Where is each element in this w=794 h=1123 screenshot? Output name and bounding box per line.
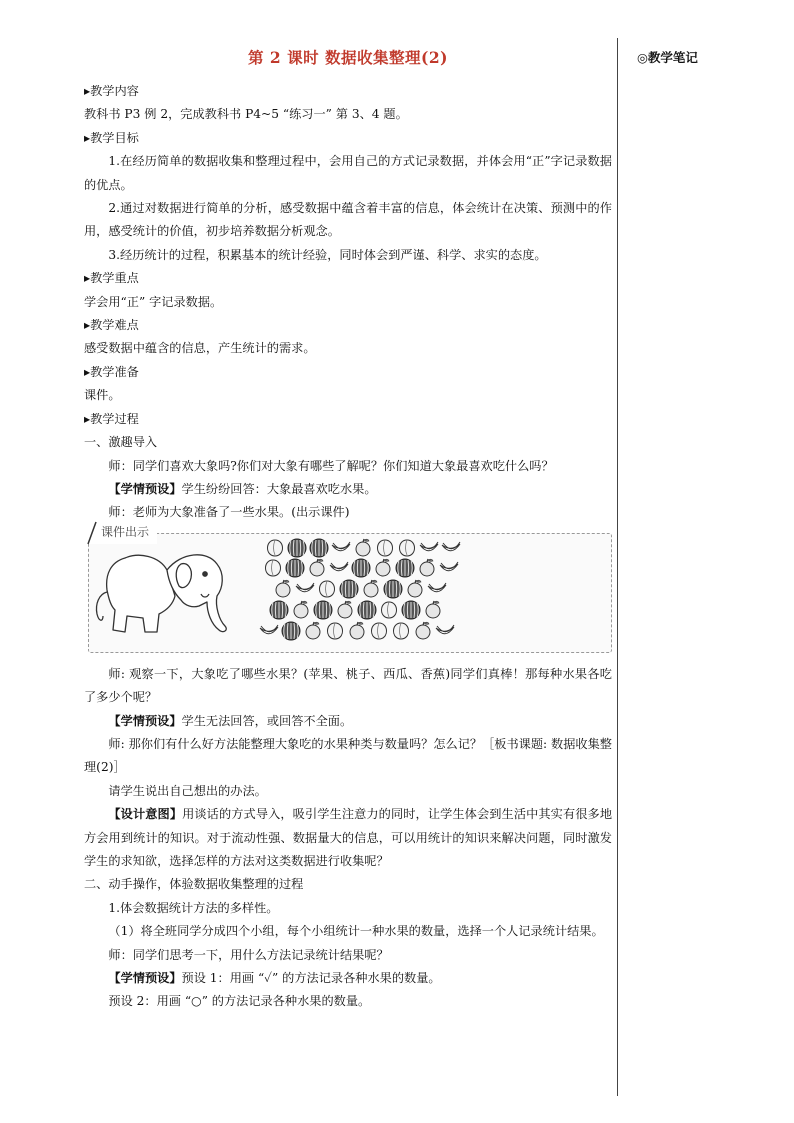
- preset-text: 学生无法回答，或回答不全面。: [181, 713, 353, 728]
- preset-tag: 【学情预设】: [108, 971, 182, 985]
- preset-tag: 【学情预设】: [108, 481, 182, 496]
- apple-icon: [356, 539, 370, 556]
- part-2-heading: 二、动手操作，体验数据收集整理的过程: [84, 877, 304, 892]
- student-preset-3: [84, 967, 612, 990]
- apple-icon: [376, 559, 390, 576]
- page-divider-line: [617, 38, 618, 1096]
- banana-icon: [442, 542, 460, 551]
- banana-icon: [260, 625, 278, 634]
- apple-icon: [350, 622, 364, 639]
- watermelon-icon: [358, 601, 376, 619]
- banana-icon: [332, 542, 350, 551]
- design-tag: 【设计意图】: [108, 807, 183, 822]
- teacher-line-6: 师：同学们思考一下，用什么方法记录统计结果呢？: [108, 947, 389, 962]
- peach-icon: [378, 540, 393, 556]
- content-text: 教科书 P3 例 2，完成教科书 P4~5 “练习一” 第 3、4 题。: [84, 107, 408, 122]
- peach-icon: [400, 540, 415, 556]
- teaching-notes-heading: ◎教学笔记: [637, 50, 698, 65]
- apple-icon: [416, 622, 430, 639]
- teacher-line-5: 请学生说出自己想出的办法。: [108, 783, 267, 798]
- teacher-line-1: 师：同学们喜欢大象吗?你们对大象有哪些了解呢？你们知道大象最喜欢吃什么吗？: [108, 458, 554, 473]
- banana-icon: [440, 562, 458, 571]
- peach-icon: [394, 623, 409, 639]
- banana-icon: [330, 562, 348, 571]
- goal-3: 3.经历统计的过程，积累基本的统计经验，同时体会到严谨、科学、求实的态度。: [108, 247, 547, 262]
- watermelon-icon: [352, 559, 370, 577]
- page-title: 第 2 课时 数据收集整理(2): [248, 48, 448, 67]
- peach-icon: [372, 623, 387, 639]
- apple-icon: [420, 559, 434, 576]
- teacher-line-3: 师: 观察一下，大象吃了哪些水果？(苹果、桃子、西瓜、香蕉)同学们真棒！那每种水果各吃了多少个呢？: [84, 666, 612, 705]
- watermelon-icon: [270, 601, 288, 619]
- teacher-line-2: 师：老师为大象准备了一些水果。(出示课件): [108, 505, 350, 520]
- key-points-text: 学会用“正” 字记录数据。: [84, 294, 223, 309]
- banana-icon: [296, 583, 314, 592]
- watermelon-icon: [340, 580, 358, 598]
- elephant-icon: [96, 555, 226, 632]
- section-heading-difficulties: ▸教学难点: [84, 318, 139, 333]
- section-heading-process: ▸教学过程: [84, 411, 139, 426]
- apple-icon: [294, 601, 308, 618]
- student-preset-2: [84, 710, 612, 733]
- apple-icon: [338, 601, 352, 618]
- banana-icon: [428, 583, 446, 592]
- watermelon-icon: [286, 559, 304, 577]
- watermelon-icon: [282, 622, 300, 640]
- part-1-heading: 一、激趣导入: [84, 435, 158, 450]
- section-heading-content: ▸教学内容: [84, 84, 139, 98]
- peach-icon: [328, 623, 343, 639]
- fruit-group: [260, 539, 460, 640]
- teacher-line-4: 师: 那你们有什么好方法能整理大象吃的水果种类与数量吗？怎么记？［板书课题: 数据收集整理(2)］: [84, 736, 612, 775]
- student-preset-1: [84, 478, 612, 501]
- apple-icon: [276, 580, 290, 597]
- peach-icon: [266, 560, 281, 576]
- difficulties-text: 感受数据中蕴含的信息，产生统计的需求。: [84, 341, 316, 356]
- lesson-plan-body: [84, 46, 612, 1014]
- courseware-box: [88, 524, 612, 653]
- watermelon-icon: [314, 601, 332, 619]
- apple-icon: [408, 580, 422, 597]
- watermelon-icon: [384, 580, 402, 598]
- watermelon-icon: [310, 539, 328, 557]
- peach-icon: [382, 602, 397, 618]
- step-1: 1.体会数据统计方法的多样性。: [108, 900, 279, 915]
- section-heading-goals: ▸教学目标: [84, 130, 139, 145]
- goal-1: 1.在经历简单的数据收集和整理过程中，会用自己的方式记录数据，并体会用“正”字记录数据的优点。: [84, 154, 612, 192]
- banana-icon: [436, 625, 454, 634]
- peach-icon: [320, 581, 335, 597]
- section-heading-key-points: ▸教学重点: [84, 271, 139, 286]
- design-text: 用谈话的方式导入，吸引学生注意力的同时，让学生体会到生活中其实有很多地方会用到统计的知识。对于流动性强、数据量大的信息，可以用统计的知识来解决问题，同时激发学生的求知欲，选择怎样的方法对这类数据进行收集呢？: [84, 807, 613, 868]
- step-1a: （1）将全班同学分成四个小组，每个小组统计一种水果的数量，选择一个人记录统计结果。: [108, 924, 604, 939]
- section-heading-preparation: ▸教学准备: [84, 364, 139, 379]
- watermelon-icon: [288, 539, 306, 557]
- watermelon-icon: [402, 601, 420, 619]
- apple-icon: [306, 622, 320, 639]
- watermelon-icon: [396, 559, 414, 577]
- elephant-fruits-illustration: [89, 534, 611, 652]
- courseware-label-text: 课件出示: [101, 524, 150, 539]
- design-intent: [84, 803, 612, 873]
- apple-icon: [364, 580, 378, 597]
- peach-icon: [268, 540, 283, 556]
- preset-tag: 【学情预设】: [108, 713, 182, 728]
- preparation-text: 课件。: [84, 388, 121, 403]
- goal-2: 2.通过对数据进行简单的分析，感受数据中蕴含着丰富的信息，体会统计在决策、预测中的作用，感受统计的价值，初步培养数据分析观念。: [84, 201, 612, 239]
- apple-icon: [426, 601, 440, 618]
- apple-icon: [310, 559, 324, 576]
- student-preset-4: 预设 2：用画 “○” 的方法记录各种水果的数量。: [108, 994, 371, 1009]
- preset-text: 学生纷纷回答：大象最喜欢吃水果。: [181, 481, 377, 496]
- banana-icon: [420, 542, 438, 551]
- preset-text: 预设 1：用画 “✓” 的方法记录各种水果的数量。: [181, 971, 441, 985]
